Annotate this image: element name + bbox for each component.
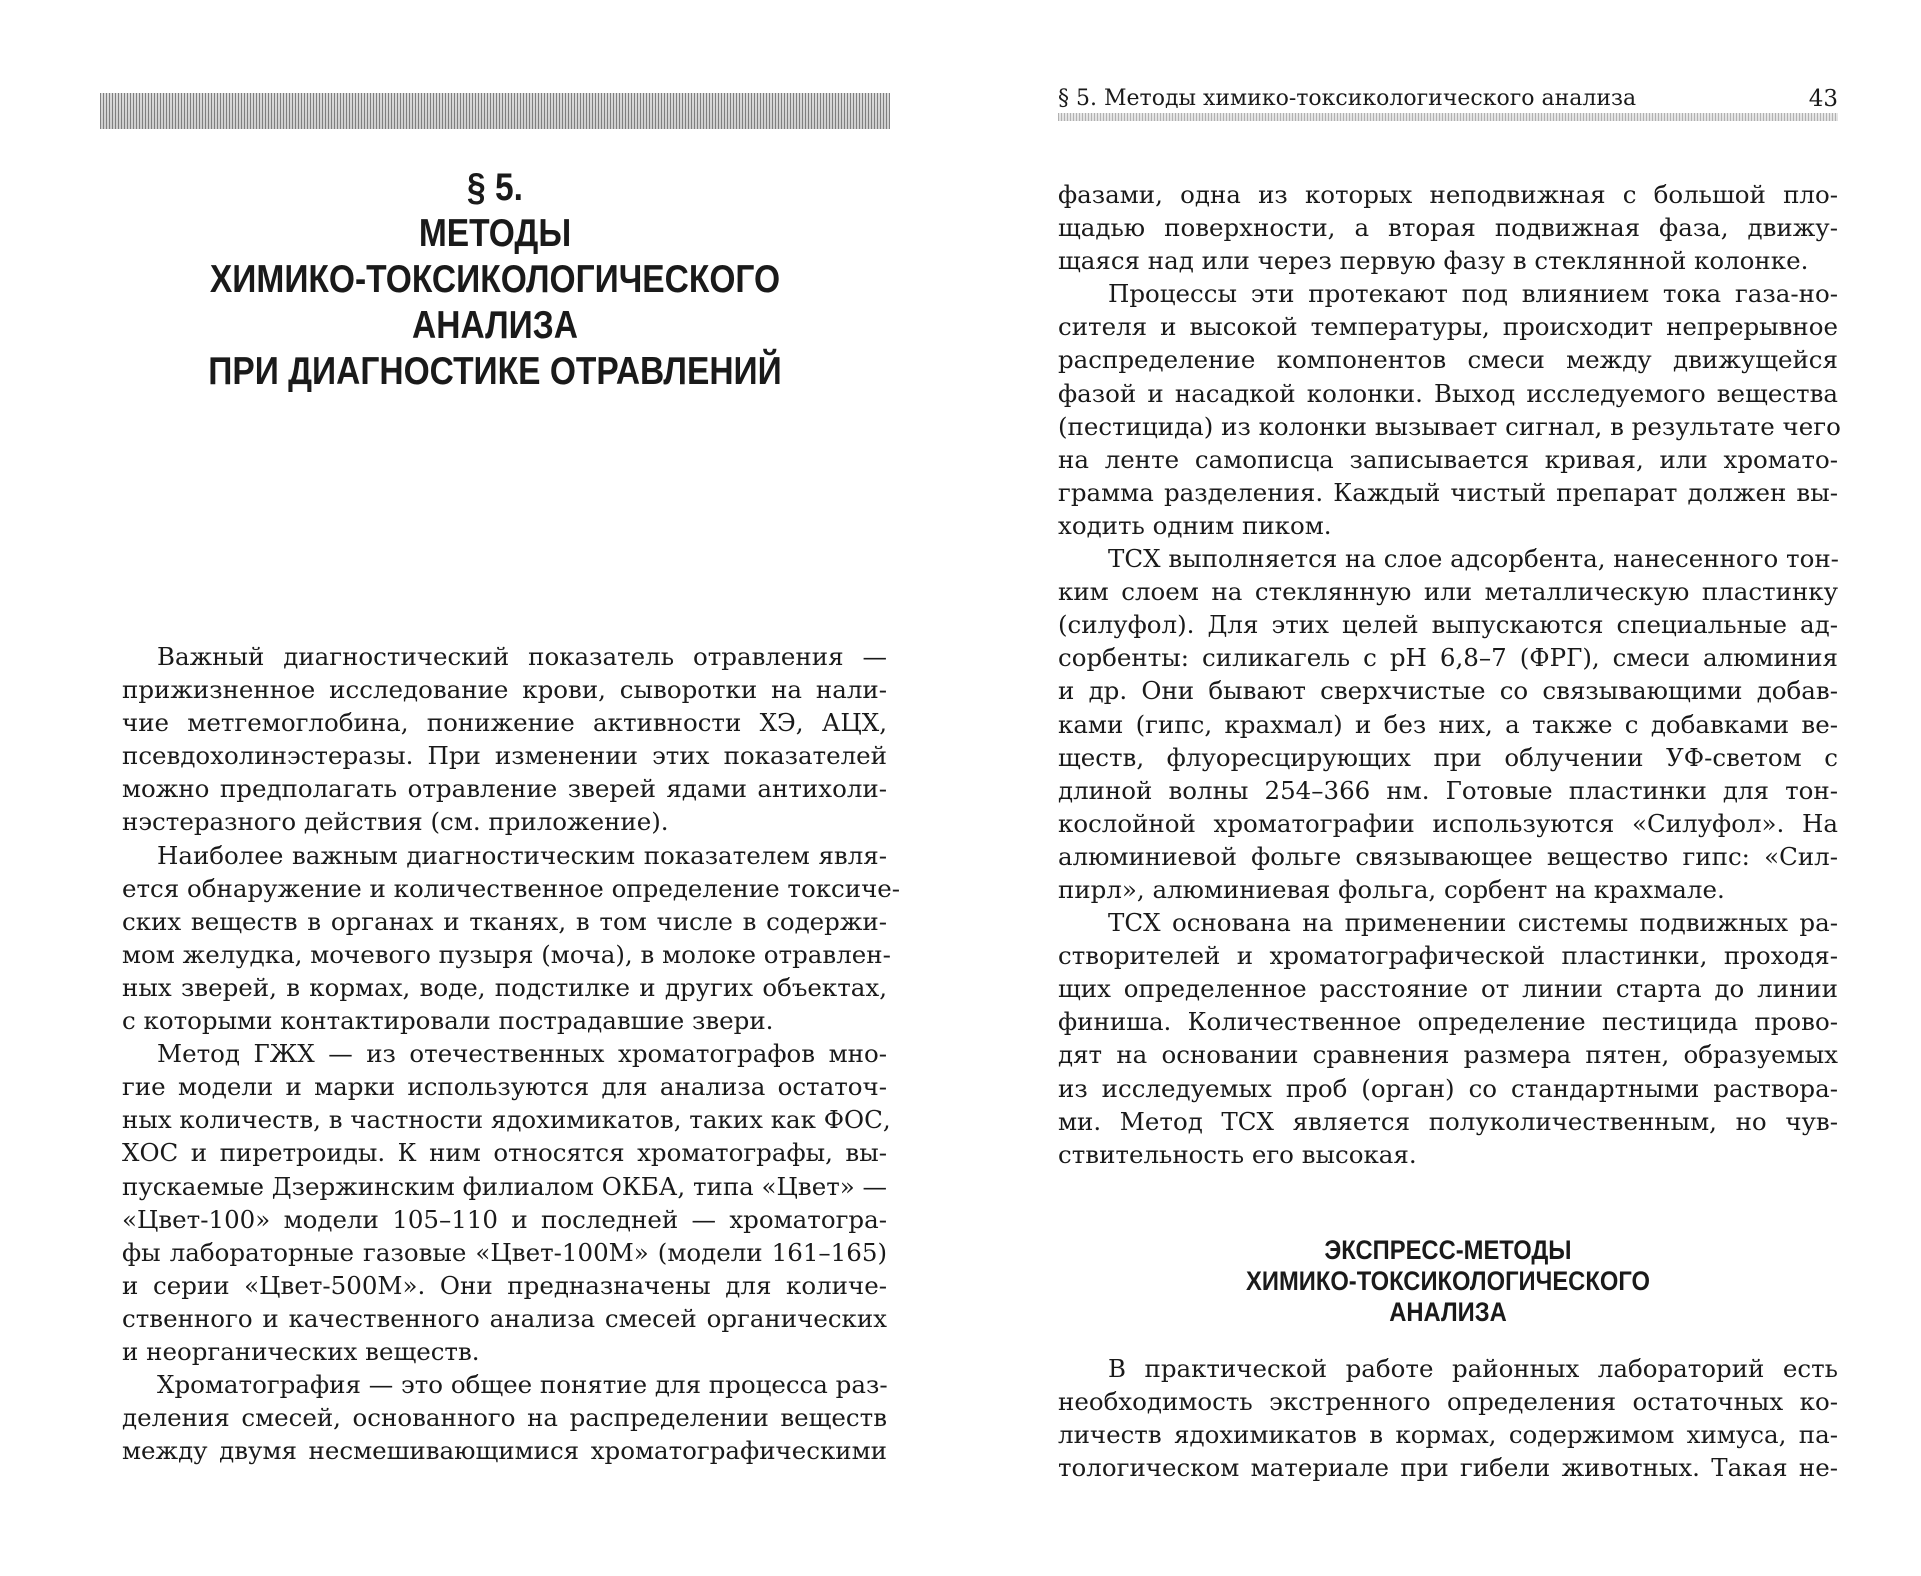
- text-line: (пестицида) из колонки вызывает сигнал, в результате чего: [1058, 411, 1841, 441]
- text-line: псевдохолинэстеразы. При изменении этих показателей: [122, 741, 887, 771]
- text-line: из исследуемых проб (орган) со стандартными раствора-: [1058, 1073, 1838, 1103]
- text-line: с которыми контактировали пострадавшие звери.: [122, 1006, 774, 1036]
- text-line: ми. Метод ТСХ является полуколичественным, но чув-: [1058, 1106, 1838, 1136]
- chapter-title-line: ХИМИКО-ТОКСИКОЛОГИЧЕСКОГО: [209, 258, 781, 301]
- paragraph: [1058, 542, 1838, 906]
- paragraph: [122, 640, 887, 839]
- section-title-line: АНАЛИЗА: [1389, 1297, 1507, 1327]
- text-line: щих определенное расстояние от линии старта до линии: [1058, 974, 1838, 1004]
- text-line: ется обнаружение и количественное определение токсиче-: [122, 873, 901, 903]
- text-line: прижизненное исследование крови, сыворотки на нали-: [122, 675, 887, 705]
- text-line: ходить одним пиком.: [1058, 510, 1332, 540]
- text-line: щаяся над или через первую фазу в стеклянной колонке.: [1058, 246, 1809, 276]
- paragraph: [1058, 906, 1838, 1171]
- text-line: фазами, одна из которых неподвижная с большой пло-: [1058, 180, 1838, 209]
- text-line: распределение компонентов смеси между движущейся: [1058, 345, 1838, 375]
- text-line: фазой и насадкой колонки. Выход исследуемого вещества: [1058, 378, 1838, 408]
- paragraph: [122, 1037, 891, 1368]
- text-line: на ленте самописца записывается кривая, или хромато-: [1058, 444, 1838, 474]
- text-line: тологическом материале при гибели животных. Такая не-: [1058, 1453, 1838, 1483]
- text-line: ных количеств, в частности ядохимикатов, таких как ФОС,: [122, 1105, 891, 1135]
- text-line: можно предполагать отравление зверей ядами антихоли-: [122, 774, 887, 804]
- section-title-line: ЭКСПРЕСС-МЕТОДЫ: [1324, 1235, 1572, 1265]
- section-title: [1105, 1235, 1791, 1328]
- chapter-title-line: АНАЛИЗА: [412, 304, 578, 347]
- text-line: створителей и хроматографической пластинки, проходя-: [1058, 941, 1838, 971]
- text-line: ким слоем на стеклянную или металлическую пластинку: [1058, 577, 1838, 607]
- text-line: ТСХ основана на применении системы подвижных ра-: [1108, 908, 1838, 938]
- left-page: [0, 0, 960, 1576]
- text-line: ществ, флуоресцирующих при облучении УФ-светом с: [1058, 742, 1838, 772]
- text-line: Процессы эти протекают под влиянием тока газа-но-: [1108, 279, 1838, 309]
- section-title-line: ХИМИКО-ТОКСИКОЛОГИЧЕСКОГО: [1246, 1266, 1650, 1296]
- text-line: нэстеразного действия (см. приложение).: [122, 807, 669, 837]
- header-underline-decoration: [1058, 113, 1838, 121]
- text-line: щадью поверхности, а вторая подвижная фаза, движу-: [1058, 213, 1838, 243]
- text-line: между двумя несмешивающимися хроматографическими: [122, 1436, 887, 1466]
- left-body-text: [122, 640, 901, 1467]
- section-body-text: [1058, 1352, 1838, 1484]
- text-line: «Цвет-100» модели 105–110 и последней — хроматогра-: [122, 1204, 887, 1234]
- text-line: Хроматография — это общее понятие для процесса раз-: [157, 1370, 888, 1400]
- text-line: мом желудка, мочевого пузыря (моча), в молоке отравлен-: [122, 939, 891, 969]
- paragraph: [1058, 1352, 1838, 1484]
- text-line: гие модели и марки используются для анализа остаточ-: [122, 1072, 887, 1102]
- text-line: кослойной хроматографии используются «Силуфол». На: [1058, 808, 1838, 838]
- text-line: необходимость экстренного определения остаточных ко-: [1058, 1387, 1838, 1417]
- text-line: чие метгемоглобина, понижение активности ХЭ, АЦХ,: [122, 708, 887, 738]
- text-line: и серии «Цвет-500М». Они предназначены для количе-: [122, 1270, 887, 1300]
- paragraph: [1058, 178, 1838, 277]
- text-line: сителя и высокой температуры, происходит непрерывное: [1058, 312, 1838, 342]
- text-line: ских веществ в органах и тканях, в том числе в содержи-: [122, 906, 887, 936]
- text-line: личеств ядохимикатов в кормах, содержимом химуса, па-: [1058, 1420, 1838, 1450]
- header-decoration-bar: [100, 93, 890, 129]
- text-line: и неорганических веществ.: [122, 1336, 480, 1366]
- text-line: ТСХ выполняется на слое адсорбента, нанесенного тон-: [1108, 544, 1839, 574]
- chapter-title: [155, 165, 834, 395]
- paragraph: [1058, 277, 1841, 542]
- text-line: Важный диагностический показатель отравления —: [157, 642, 887, 671]
- paragraph: [122, 1368, 888, 1467]
- text-line: грамма разделения. Каждый чистый препарат должен вы-: [1058, 477, 1838, 507]
- text-line: финиша. Количественное определение пестицида прово-: [1058, 1007, 1838, 1037]
- text-line: ствительность его высокая.: [1058, 1139, 1417, 1169]
- chapter-title-line: ПРИ ДИАГНОСТИКЕ ОТРАВЛЕНИЙ: [208, 350, 782, 393]
- text-line: В практической работе районных лабораторий есть: [1108, 1354, 1838, 1383]
- text-line: алюминиевой фольге связывающее вещество гипс: «Сил-: [1058, 841, 1838, 871]
- text-line: деления смесей, основанного на распределении веществ: [122, 1403, 887, 1433]
- running-header-title: § 5. Методы химико-токсикологического анализа: [1058, 86, 1637, 111]
- text-line: сорбенты: силикагель с рН 6,8–7 (ФРГ), смеси алюминия: [1058, 643, 1838, 673]
- chapter-title-line: § 5.: [467, 166, 523, 209]
- text-line: пирл», алюминиевая фольга, сорбент на крахмале.: [1058, 874, 1725, 904]
- page-number: 43: [1808, 86, 1838, 112]
- text-line: ками (гипс, крахмал) и без них, а также с добавками ве-: [1058, 709, 1838, 739]
- text-line: Наиболее важным диагностическим показателем явля-: [157, 840, 887, 870]
- text-line: дят на основании сравнения размера пятен, образуемых: [1058, 1040, 1838, 1070]
- text-line: ных зверей, в кормах, воде, подстилке и других объектах,: [122, 972, 887, 1002]
- text-line: длиной волны 254–366 нм. Готовые пластинки для тон-: [1058, 775, 1838, 805]
- chapter-title-line: МЕТОДЫ: [418, 212, 572, 255]
- text-line: пускаемые Дзержинским филиалом ОКБА, типа «Цвет» —: [122, 1171, 888, 1201]
- text-line: ственного и качественного анализа смесей органических: [122, 1303, 887, 1333]
- text-line: ХОС и пиретроиды. К ним относятся хроматографы, вы-: [122, 1138, 887, 1168]
- text-line: Метод ГЖХ — из отечественных хроматографов мно-: [157, 1039, 887, 1069]
- text-line: и др. Они бывают сверхчистые со связывающими добав-: [1058, 676, 1838, 706]
- paragraph: [122, 839, 901, 1038]
- right-body-text: [1058, 178, 1841, 1171]
- text-line: (силуфол). Для этих целей выпускаются специальные ад-: [1058, 610, 1838, 640]
- text-line: фы лабораторные газовые «Цвет-100М» (модели 161–165): [122, 1237, 887, 1267]
